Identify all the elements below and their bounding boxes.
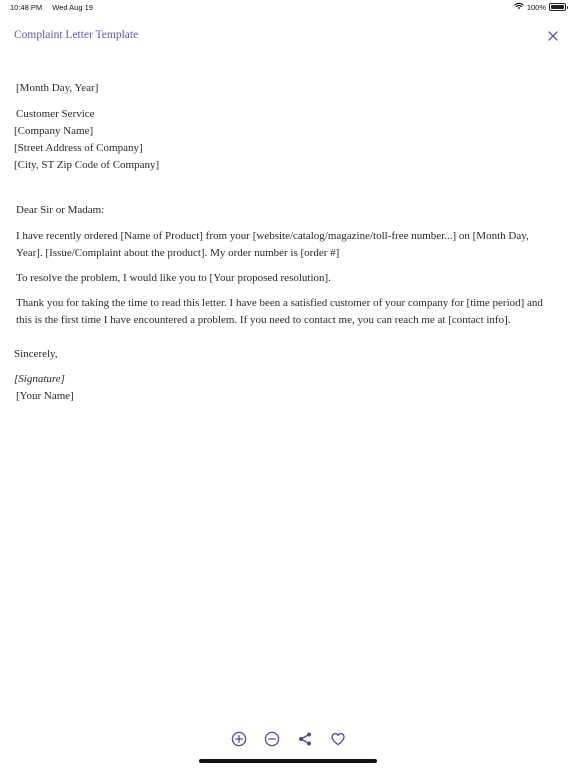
favorite-button[interactable] bbox=[329, 730, 347, 748]
zoom-in-icon bbox=[231, 731, 247, 747]
status-bar bbox=[0, 0, 576, 14]
home-indicator[interactable] bbox=[199, 759, 377, 763]
share-icon bbox=[297, 731, 313, 747]
salutation: Dear Sir or Madam: bbox=[16, 204, 105, 216]
battery-level bbox=[551, 5, 564, 9]
letter-paragraph: I have recently ordered [Name of Product] from your [website/catalog/magazine/toll-free number...] on [Month Day, Year]. [Issue/Complaint about the product]. My order number is [order #] bbox=[16, 230, 529, 259]
zoom-in-button[interactable] bbox=[230, 730, 248, 748]
recipient-line: [Company Name] bbox=[14, 125, 94, 137]
wifi-icon bbox=[514, 2, 524, 12]
heart-icon bbox=[330, 731, 346, 747]
recipient-line: [Street Address of Company] bbox=[14, 142, 143, 154]
status-time: 10:48 PM bbox=[10, 3, 43, 12]
bottom-toolbar bbox=[0, 730, 576, 750]
sender-name: [Your Name] bbox=[16, 390, 74, 402]
status-right bbox=[514, 2, 566, 12]
recipient-line: Customer Service bbox=[16, 108, 95, 120]
battery-percent: 100% bbox=[526, 2, 546, 12]
closing: Sincerely, bbox=[14, 348, 58, 360]
letter-date: [Month Day, Year] bbox=[16, 82, 99, 94]
share-button[interactable] bbox=[296, 730, 314, 748]
close-button[interactable] bbox=[544, 27, 562, 45]
status-left bbox=[10, 3, 93, 12]
letter-document bbox=[14, 80, 554, 405]
battery-icon bbox=[549, 3, 566, 11]
zoom-out-button[interactable] bbox=[263, 730, 281, 748]
status-date: Wed Aug 19 bbox=[52, 3, 93, 12]
zoom-out-icon bbox=[264, 731, 280, 747]
letter-paragraph: To resolve the problem, I would like you to [Your proposed resolution]. bbox=[16, 272, 331, 284]
recipient-line: [City, ST Zip Code of Company] bbox=[14, 159, 160, 171]
nav-bar bbox=[0, 22, 576, 50]
close-icon bbox=[548, 31, 558, 41]
letter-paragraph: Thank you for taking the time to read this letter. I have been a satisfied customer of your company for [time period] and this is the first time I have encountered a problem. If you need to contact me, you can reach me at [contact info]. bbox=[16, 297, 543, 326]
page-title: Complaint Letter Template bbox=[14, 29, 139, 41]
signature: [Signature] bbox=[14, 373, 65, 385]
